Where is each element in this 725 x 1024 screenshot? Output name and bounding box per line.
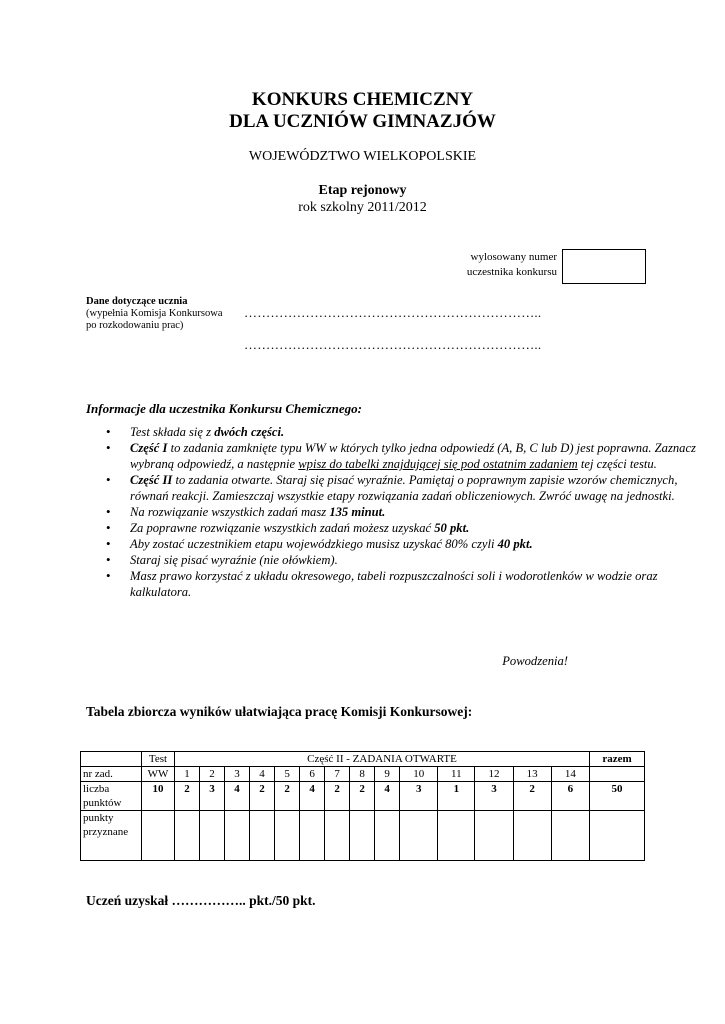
awarded-points-cell[interactable]	[438, 811, 475, 861]
task-points-cell: 1	[438, 782, 475, 811]
points-label: liczba punktów	[81, 782, 142, 811]
task-number-cell: 9	[375, 767, 400, 782]
task-number-cell: 11	[438, 767, 475, 782]
points-row	[81, 782, 645, 811]
total-empty-cell	[590, 767, 645, 782]
task-number-cell: 3	[225, 767, 250, 782]
awarded-points-cell[interactable]	[551, 811, 589, 861]
awarded-points-cell[interactable]	[375, 811, 400, 861]
awarded-points-cell[interactable]	[300, 811, 325, 861]
awarded-points-cell[interactable]	[275, 811, 300, 861]
task-number-cell: 8	[350, 767, 375, 782]
info-item: • Część I to zadania zamknięte typu WW w których tylko jedna odpowiedź (A, B, C lub D) jest poprawna. Zaznacz wybraną odpowiedź, a następnie wpisz do tabelki znajdującej się pod ostatnim zadaniem tej części testu.	[130, 440, 700, 472]
title-line-2: DLA UCZNIÓW GIMNAZJÓW	[229, 111, 496, 132]
awarded-points-cell[interactable]	[400, 811, 438, 861]
participant-number-label	[397, 250, 557, 280]
score-line: Uczeń uzyskał …………….. pkt./50 pkt.	[86, 893, 316, 908]
task-number-cell: 2	[200, 767, 225, 782]
task-number-cell: 13	[513, 767, 551, 782]
test-header: Test	[142, 752, 175, 767]
participant-number-box[interactable]	[562, 249, 646, 284]
awarded-points-cell[interactable]	[225, 811, 250, 861]
task-points-cell: 4	[375, 782, 400, 811]
task-number-cell: 5	[275, 767, 300, 782]
awarded-points-cell[interactable]	[350, 811, 375, 861]
task-points-cell: 2	[275, 782, 300, 811]
awarded-points-cell[interactable]	[513, 811, 551, 861]
info-item: • Na rozwiązanie wszystkich zadań masz 135 minut.	[130, 504, 700, 520]
total-points-cell: 50	[590, 782, 645, 811]
part2-header: Część II - ZADANIA OTWARTE	[175, 752, 590, 767]
summary-table-heading: Tabela zbiorcza wyników ułatwiająca pracę Komisji Konkursowej:	[86, 704, 473, 719]
task-number-cell: 6	[300, 767, 325, 782]
info-item: • Staraj się pisać wyraźnie (nie ołówkiem).	[130, 552, 700, 568]
student-data-note-1: (wypełnia Komisja Konkursowa	[86, 308, 223, 319]
task-points-cell: 3	[200, 782, 225, 811]
region: WOJEWÓDZTWO WIELKOPOLSKIE	[248, 149, 477, 164]
info-item: • Część II to zadania otwarte. Staraj się pisać wyraźnie. Pamiętaj o poprawnym zapisie wzorów chemicznych, równań reakcji. Zamieszczaj wszystkie etapy rozwiązania zadań obliczeniowych. Zwróć uwagę na jednostki.	[130, 472, 700, 504]
info-list	[86, 424, 700, 600]
awarded-points-cell[interactable]	[175, 811, 200, 861]
test-points-cell: 10	[142, 782, 175, 811]
awarded-points-cell[interactable]	[475, 811, 513, 861]
student-data-field-2[interactable]: …………………………………………………………..	[244, 337, 542, 352]
awarded-label: punkty przyznane	[81, 811, 142, 861]
task-points-cell: 3	[400, 782, 438, 811]
task-points-cell: 4	[300, 782, 325, 811]
student-data-note-2: po rozkodowaniu prac)	[86, 320, 184, 331]
awarded-points-cell[interactable]	[325, 811, 350, 861]
info-heading: Informacje dla uczestnika Konkursu Chemicznego:	[86, 401, 362, 416]
stage: Etap rejonowy	[318, 183, 407, 198]
task-points-cell: 2	[350, 782, 375, 811]
task-number-cell: 1	[175, 767, 200, 782]
info-item: • Masz prawo korzystać z układu okresowego, tabeli rozpuszczalności soli i wodorotlenków w wodzie oraz kalkulatora.	[130, 568, 700, 600]
awarded-points-cell[interactable]	[250, 811, 275, 861]
info-item: • Aby zostać uczestnikiem etapu wojewódzkiego musisz uzyskać 80% czyli 40 pkt.	[130, 536, 700, 552]
task-number-label: nr zad.	[81, 767, 142, 782]
summary-table	[80, 751, 645, 861]
task-number-cell: 12	[475, 767, 513, 782]
task-number-row	[81, 767, 645, 782]
empty-cell	[81, 752, 142, 767]
student-data-label	[86, 296, 246, 332]
school-year: rok szkolny 2011/2012	[298, 200, 427, 215]
awarded-total-cell[interactable]	[590, 811, 645, 861]
info-item: • Za poprawne rozwiązanie wszystkich zadań możesz uzyskać 50 pkt.	[130, 520, 700, 536]
total-header: razem	[590, 752, 645, 767]
student-data-field-1[interactable]: …………………………………………………………..	[244, 305, 542, 320]
task-number-cell: 14	[551, 767, 589, 782]
ww-cell: WW	[142, 767, 175, 782]
task-points-cell: 2	[513, 782, 551, 811]
task-points-cell: 2	[250, 782, 275, 811]
participant-number-label-line2: uczestnika konkursu	[466, 266, 557, 278]
task-points-cell: 2	[175, 782, 200, 811]
task-number-cell: 4	[250, 767, 275, 782]
info-item: • Test składa się z dwóch części.	[130, 424, 700, 440]
closing-text: Powodzenia!	[502, 654, 568, 668]
task-points-cell: 6	[551, 782, 589, 811]
task-points-cell: 4	[225, 782, 250, 811]
participant-number-label-line1: wylosowany numer	[470, 251, 557, 263]
awarded-row	[81, 811, 645, 861]
task-number-cell: 10	[400, 767, 438, 782]
task-number-cell: 7	[325, 767, 350, 782]
title-line-1: KONKURS CHEMICZNY	[251, 89, 474, 110]
awarded-test-cell[interactable]	[142, 811, 175, 861]
task-points-cell: 3	[475, 782, 513, 811]
task-points-cell: 2	[325, 782, 350, 811]
student-data-title: Dane dotyczące ucznia	[86, 296, 188, 307]
awarded-points-cell[interactable]	[200, 811, 225, 861]
